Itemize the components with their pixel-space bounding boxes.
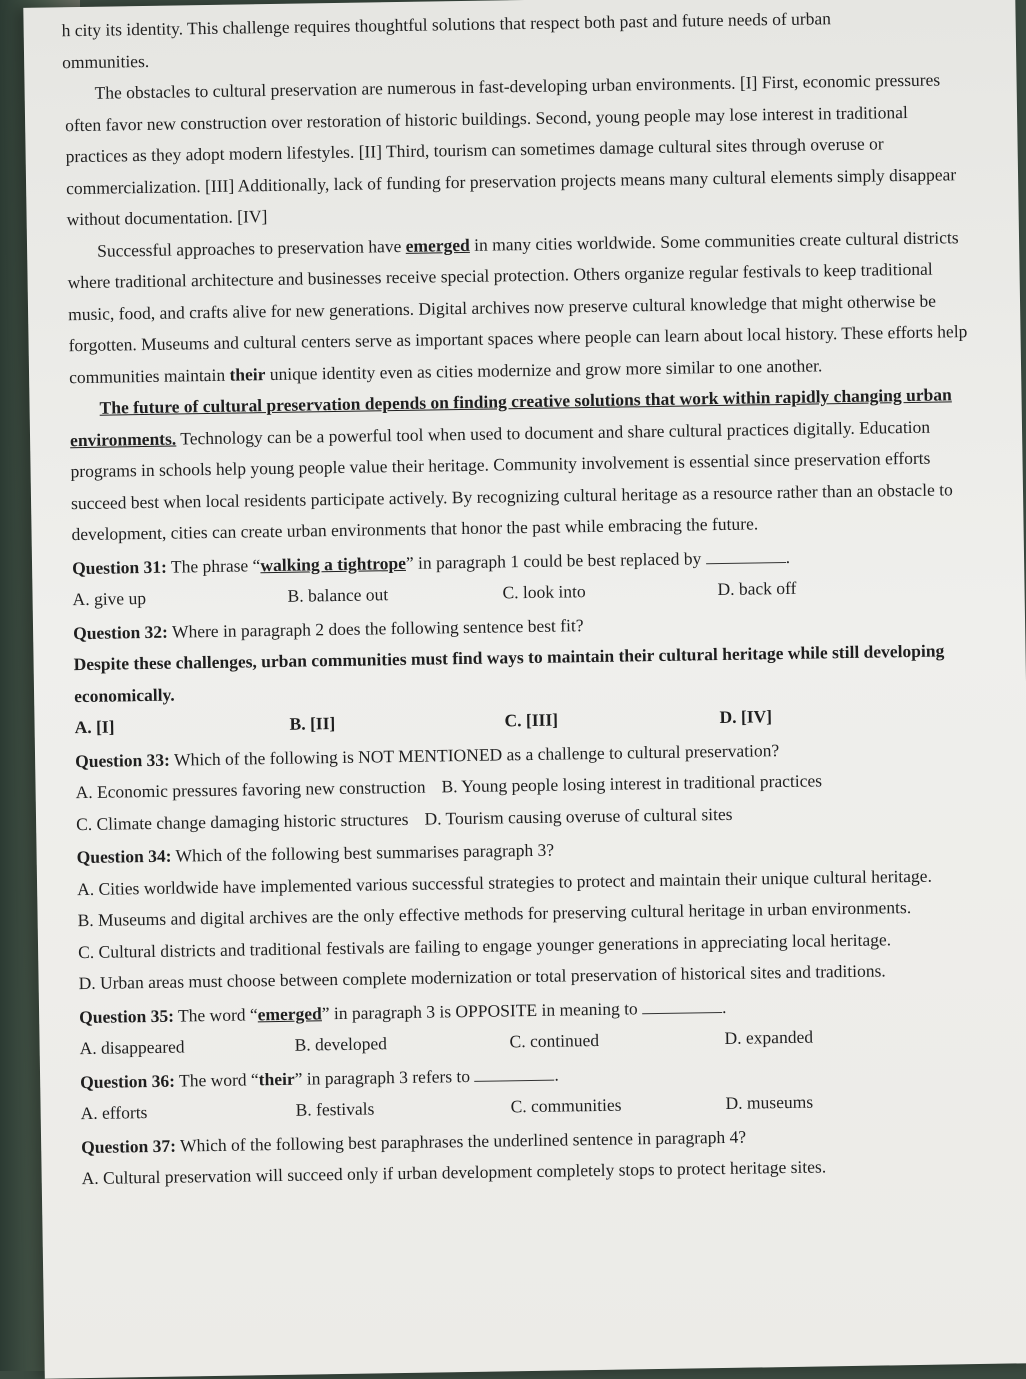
option-a[interactable]: A. Economic pressures favoring new construction <box>75 776 426 803</box>
question-37 <box>81 1117 990 1194</box>
question-stem: Which of the following best paraphrases the underlined sentence in paragraph 4? <box>175 1126 747 1156</box>
question-33 <box>75 731 984 840</box>
paragraph-3 <box>67 221 977 393</box>
paragraph-2: The obstacles to cultural preservation are numerous in fast-developing urban environments. [I] First, economic pressures often favor new construction over restoration of historic buildings. Second, young people may lose interest in traditional practices as they adopt modern lifestyles. [II] Third, tourism can sometimes damage cultural sites through overuse or commercialization. [III] Additionally, lack of funding for preservation projects means many cultural elements simply disappear without documentation. [IV] <box>64 69 957 230</box>
option-c[interactable]: C. [III] <box>504 709 559 731</box>
question-label: Question 32: <box>72 621 169 643</box>
question-stem: . <box>554 1064 559 1085</box>
question-label: Question 37: <box>81 1135 177 1157</box>
word-their: their <box>229 363 266 385</box>
option-d[interactable]: D. museums <box>725 1091 814 1113</box>
option-b[interactable]: B. developed <box>294 1033 388 1055</box>
question-stem: ” in paragraph 3 refers to <box>294 1065 475 1089</box>
option-c[interactable]: C. Climate change damaging historic structures <box>75 808 409 834</box>
question-stem: ” in paragraph 3 is OPPOSITE in meaning to <box>321 997 643 1023</box>
question-label: Question 36: <box>80 1070 176 1092</box>
word-emerged: emerged <box>405 234 470 256</box>
worksheet-content <box>63 1 989 1195</box>
option-a[interactable]: A. efforts <box>80 1102 148 1124</box>
question-stem: ” in paragraph 1 could be best replaced by <box>405 547 706 573</box>
question-label: Question 34: <box>76 845 172 868</box>
option-b[interactable]: B. Young people losing interest in traditional practices <box>441 770 823 797</box>
option-a[interactable]: A. give up <box>72 588 147 610</box>
question-35 <box>79 987 988 1064</box>
option-c[interactable]: C. communities <box>510 1094 622 1117</box>
option-a[interactable]: A. Cultural preservation will succeed only if urban development completely stops to protect heritage sites. <box>81 1156 827 1189</box>
paragraph-3-text: in many cities worldwide. Some communities create cultural districts where traditional architecture and businesses receive special protection. Others organize regular festivals to keep traditional music, food, and crafts alive for new generations. Digital archives now preserve cultural knowledge that might otherwise be forgotten. Museums and cultural centers serve as important spaces where people can learn about local history. These efforts help communities maintain <box>67 226 968 387</box>
option-c[interactable]: C. look into <box>502 581 586 603</box>
question-label: Question 35: <box>78 1005 175 1027</box>
question-word: emerged <box>257 1002 322 1024</box>
answer-blank[interactable] <box>642 996 722 1014</box>
paragraph-4-text: Technology can be a powerful tool when used to document and share cultural practices digitally. Education programs in schools help young people value their heritage. Community involvement is essential since preservation efforts succeed best when local residents participate actively. By recognizing cultural heritage as a resource rather than an obstacle to development, cities can create urban environments that honor the past while embracing the future. <box>70 416 953 545</box>
option-b[interactable]: B. festivals <box>295 1098 375 1120</box>
option-b[interactable]: B. [II] <box>289 713 336 734</box>
option-a[interactable]: A. disappeared <box>79 1036 185 1059</box>
question-stem: Where in paragraph 2 does the following sentence best fit? <box>167 614 584 642</box>
question-stem: The phrase “ <box>166 554 261 577</box>
question-label: Question 31: <box>71 556 168 578</box>
paragraph-4 <box>69 379 979 551</box>
paragraph-3-text: Successful approaches to preservation have <box>96 235 406 261</box>
option-a[interactable]: A. Cities worldwide have implemented various successful strategies to protect and maintain their unique cultural heritage. <box>76 865 933 899</box>
insert-sentence: Despite these challenges, urban communities must find ways to maintain their cultural heritage while still developing economically. <box>73 640 945 706</box>
option-d[interactable]: D. Tourism causing overuse of cultural sites <box>424 803 733 829</box>
underlined-sentence: The future of cultural preservation depends on finding creative solutions that work within rapidly changing urban environments. <box>69 384 952 450</box>
option-d[interactable]: D. expanded <box>724 1026 814 1048</box>
option-c[interactable]: C. Cultural districts and traditional festivals are failing to engage younger generations in appreciating local heritage. <box>77 928 892 962</box>
option-d[interactable]: D. Urban areas must choose between complete modernization or total preservation of historical sites and traditions. <box>78 960 886 994</box>
paragraph-3-text: unique identity even as cities modernize and grow more similar to one another. <box>265 354 823 384</box>
question-word: their <box>258 1068 295 1089</box>
passage-line: h city its identity. This challenge requires thoughtful solutions that respect both past and future needs of urban <box>61 8 832 41</box>
question-36 <box>80 1052 989 1129</box>
question-stem: The word “ <box>173 1003 258 1026</box>
option-d[interactable]: D. back off <box>717 577 797 600</box>
question-31 <box>72 538 981 615</box>
question-stem: Which of the following is NOT MENTIONED as a challenge to cultural preservation? <box>169 739 780 770</box>
question-label: Question 33: <box>74 749 171 771</box>
option-c[interactable]: C. continued <box>509 1029 600 1052</box>
question-32 <box>73 603 983 743</box>
answer-blank[interactable] <box>705 545 785 563</box>
option-b[interactable]: B. balance out <box>287 584 389 606</box>
option-d[interactable]: D. [IV] <box>719 706 773 728</box>
question-phrase: walking a tightrope <box>260 552 407 575</box>
option-a[interactable]: A. [I] <box>74 716 115 738</box>
question-stem: Which of the following best summarises paragraph 3? <box>171 839 555 866</box>
question-stem: . <box>721 996 727 1017</box>
worksheet-page <box>23 0 1026 1379</box>
passage-line: ommunities. <box>61 50 150 72</box>
option-b[interactable]: B. Museums and digital archives are the only effective methods for preserving cultural heritage in urban environments. <box>77 897 912 931</box>
question-34 <box>76 828 986 1000</box>
question-stem: The word “ <box>174 1068 259 1091</box>
answer-blank[interactable] <box>474 1063 554 1081</box>
question-stem: . <box>785 546 791 567</box>
